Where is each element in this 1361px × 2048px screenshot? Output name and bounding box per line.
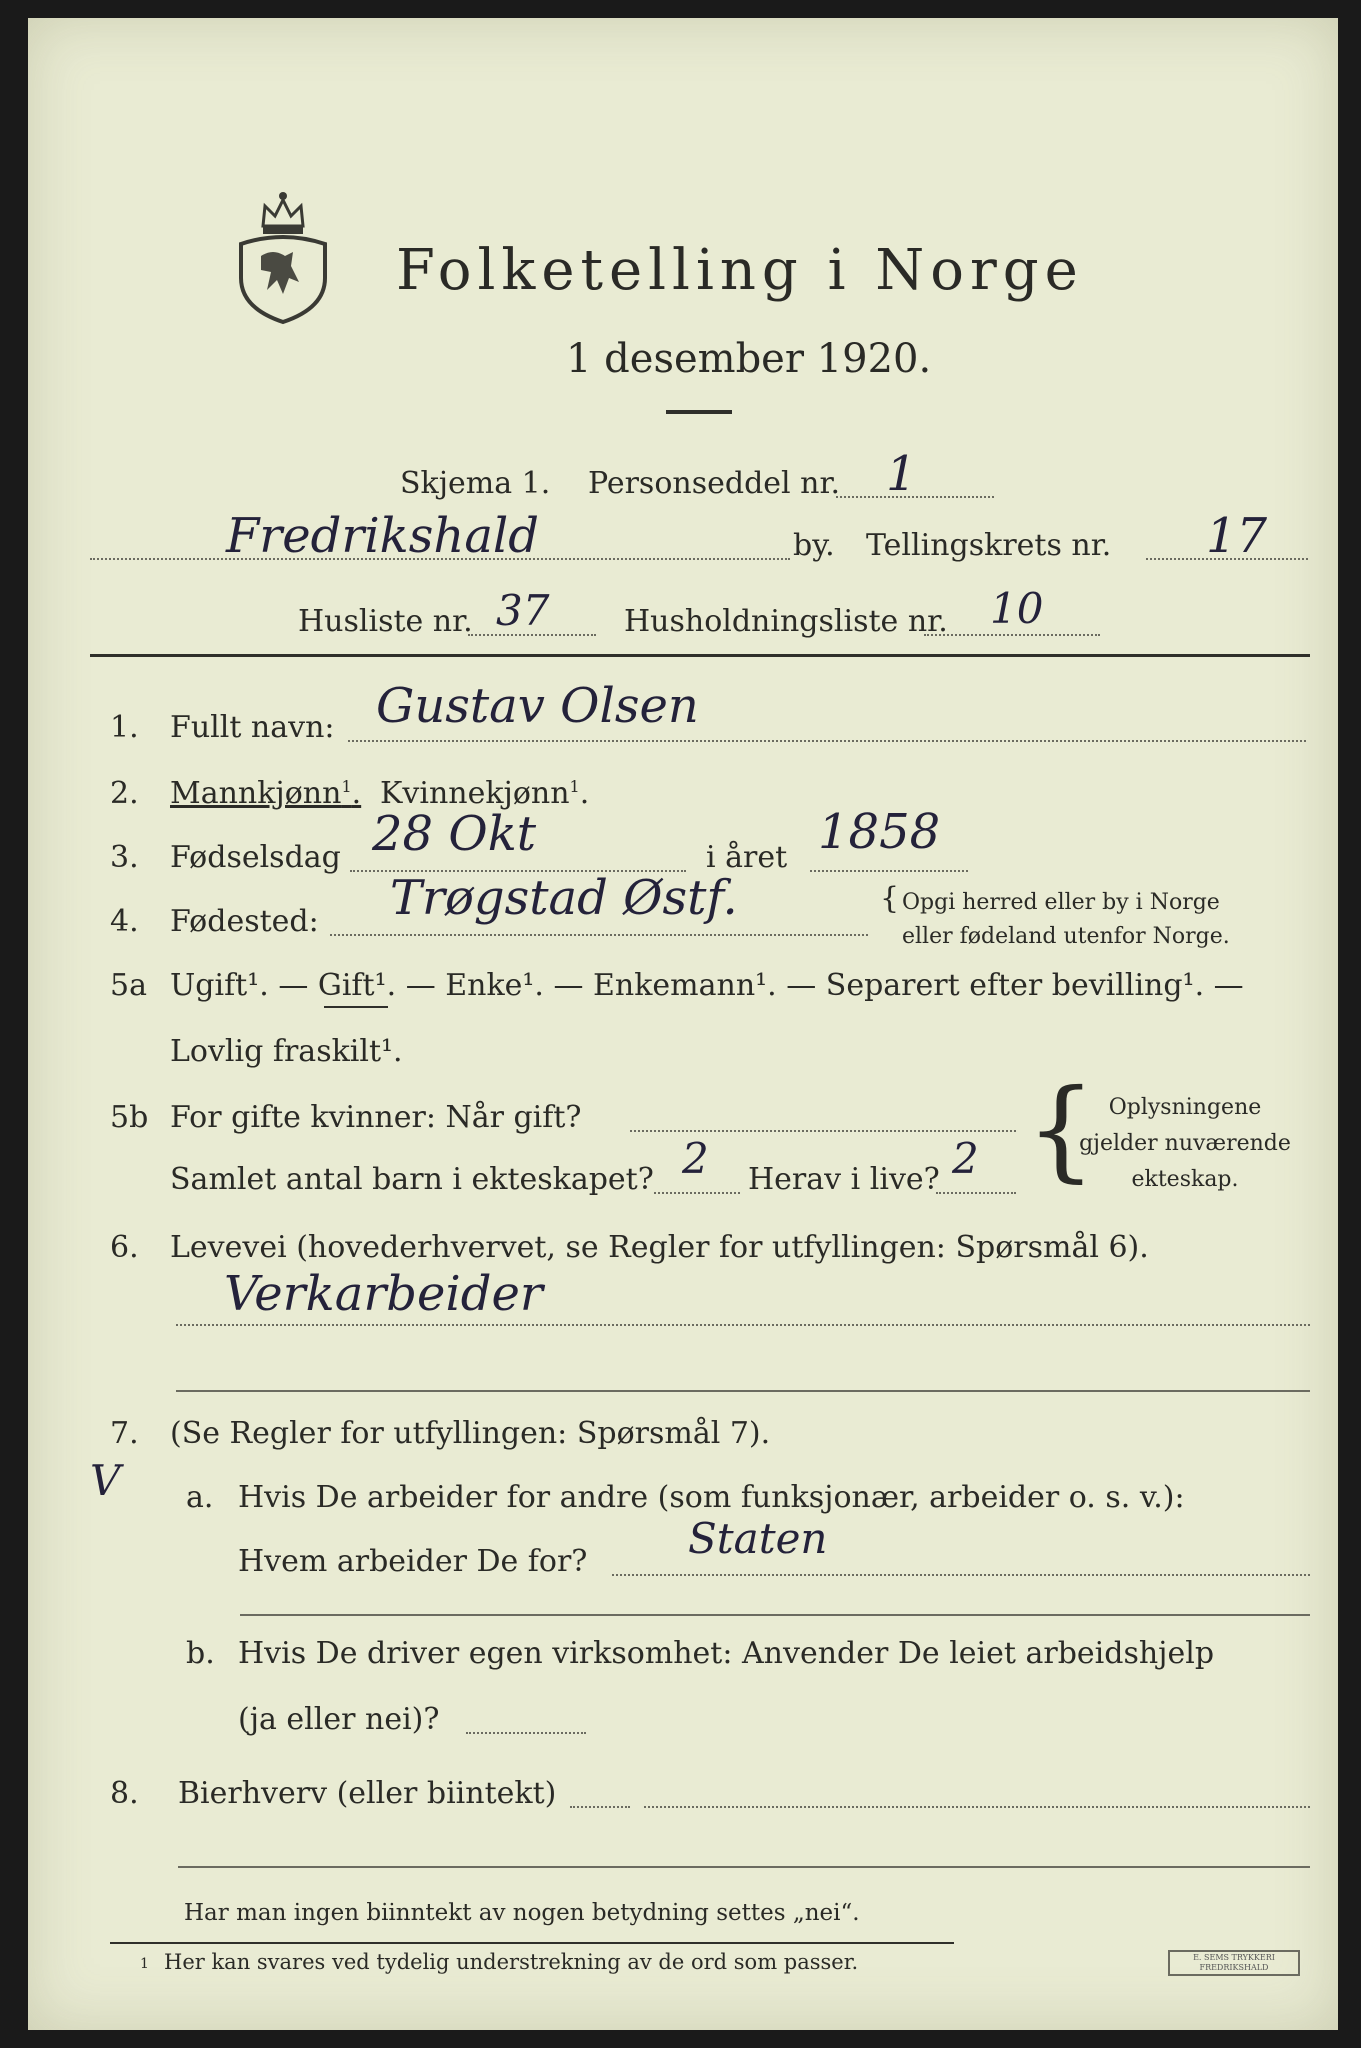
marriage-note: Oplysningene gjelder nuværende ekteskap. <box>1079 1095 1291 1192</box>
hired-help-line <box>466 1732 586 1734</box>
q7a-letter: a. <box>186 1480 214 1515</box>
footer-rule <box>110 1942 954 1944</box>
full-name-value: Gustav Olsen <box>376 678 699 734</box>
birthplace-value: Trøgstad Østf. <box>390 870 738 926</box>
printer-stamp: E. SEMS TRYKKERI FREDRIKSHALD <box>1168 1950 1300 1976</box>
census-date: 1 desember 1920. <box>566 336 932 382</box>
q5a-number: 5a <box>110 968 147 1003</box>
q8-label: Bierhverv (eller biintekt) <box>178 1776 557 1811</box>
personseddel-label: Personseddel nr. <box>588 466 841 501</box>
husholdning-value: 10 <box>990 584 1044 633</box>
tellingskrets-label: Tellingskrets nr. <box>866 528 1112 563</box>
city-line <box>90 558 790 560</box>
skjema-label: Skjema 1. <box>400 466 551 501</box>
q1-number: 1. <box>110 710 139 745</box>
q5b-married-line <box>630 1130 1016 1132</box>
sex-female-option: Kvinnekjønn$^1$. <box>380 776 590 811</box>
q8-line-a <box>570 1806 630 1808</box>
marital-status-divorced: Lovlig fraskilt¹. <box>170 1034 403 1069</box>
margin-check-mark: V <box>90 1456 121 1505</box>
q2-number: 2. <box>110 776 139 811</box>
q6-label: Levevei (hovederhvervet, se Regler for utfyllingen: Spørsmål 6). <box>170 1230 1149 1265</box>
marital-status-options: Ugift¹. — Gift¹. — Enke¹. — Enkemann¹. — Separert efter bevilling¹. — <box>170 968 1244 1003</box>
q6-line-2 <box>176 1390 1310 1392</box>
q7a-line2: Hvem arbeider De for? <box>238 1544 588 1579</box>
husholdning-label: Husholdningsliste nr. <box>624 604 948 639</box>
employer-value: Staten <box>688 1514 828 1563</box>
q5b-number: 5b <box>110 1100 149 1135</box>
children-line <box>654 1192 740 1194</box>
alive-line <box>936 1192 1016 1194</box>
occupation-value: Verkarbeider <box>224 1266 543 1322</box>
q1-label: Fullt navn: <box>170 710 335 745</box>
husliste-value: 37 <box>496 586 550 635</box>
q4-line <box>330 934 868 936</box>
birth-year-value: 1858 <box>818 804 941 860</box>
q8-line-b <box>644 1806 1310 1808</box>
year-label: i året <box>706 840 788 875</box>
census-form <box>28 18 1338 2030</box>
q5b-children-label: Samlet antal barn i ekteskapet? <box>170 1162 654 1197</box>
coat-of-arms-icon <box>233 186 333 326</box>
footer-note: Har man ingen biinntekt av nogen betydning settes „nei“. <box>184 1900 860 1926</box>
q4-number: 4. <box>110 904 139 939</box>
q1-line <box>348 740 1306 742</box>
birth-day-value: 28 Okt <box>372 806 537 862</box>
q6-number: 6. <box>110 1230 139 1265</box>
q3-number: 3. <box>110 840 139 875</box>
marriage-note-brace: { <box>1026 1065 1096 1193</box>
q5b-label-married: For gifte kvinner: Når gift? <box>170 1100 582 1135</box>
q7a-line1: Hvis De arbeider for andre (som funksjonær, arbeider o. s. v.): <box>238 1480 1185 1515</box>
city-value: Fredrikshald <box>226 508 540 564</box>
employer-line-2 <box>240 1614 1310 1616</box>
husholdning-line <box>924 634 1100 636</box>
q7b-letter: b. <box>186 1636 215 1671</box>
q7-number: 7. <box>110 1416 139 1451</box>
q7-label: (Se Regler for utfyllingen: Spørsmål 7). <box>170 1416 771 1451</box>
q3-year-line <box>810 870 968 872</box>
birthplace-note: { Opgi herred eller by i Norge eller fødeland utenfor Norge. <box>880 881 1230 949</box>
children-value: 2 <box>682 1134 709 1183</box>
q7b-line1: Hvis De driver egen virksomhet: Anvender De leiet arbeidshjelp <box>238 1636 1215 1671</box>
husliste-label: Husliste nr. <box>298 604 473 639</box>
sex-male-option: Mannkjønn$^1$. <box>170 776 362 811</box>
alive-label: Herav i live? <box>748 1162 940 1197</box>
title-divider <box>666 410 732 414</box>
q6-line-1 <box>176 1324 1310 1326</box>
q8-number: 8. <box>110 1776 139 1811</box>
q3-label: Fødselsdag <box>170 840 341 875</box>
employer-line <box>612 1574 1310 1576</box>
tellingskrets-value: 17 <box>1206 508 1268 564</box>
footnote-text: Her kan svares ved tydelig understrekning av de ord som passer. <box>164 1950 859 1974</box>
form-title: Folketelling i Norge <box>396 238 1084 303</box>
alive-value: 2 <box>952 1134 979 1183</box>
q7b-line2: (ja eller nei)? <box>238 1702 440 1737</box>
q8-line-2 <box>178 1866 1310 1868</box>
q4-label: Fødested: <box>170 904 319 939</box>
header-rule <box>90 654 1310 657</box>
married-underline <box>324 1006 388 1008</box>
footnote-number: 1 <box>140 1956 149 1972</box>
personseddel-value: 1 <box>886 446 917 502</box>
city-label: by. <box>793 528 835 563</box>
